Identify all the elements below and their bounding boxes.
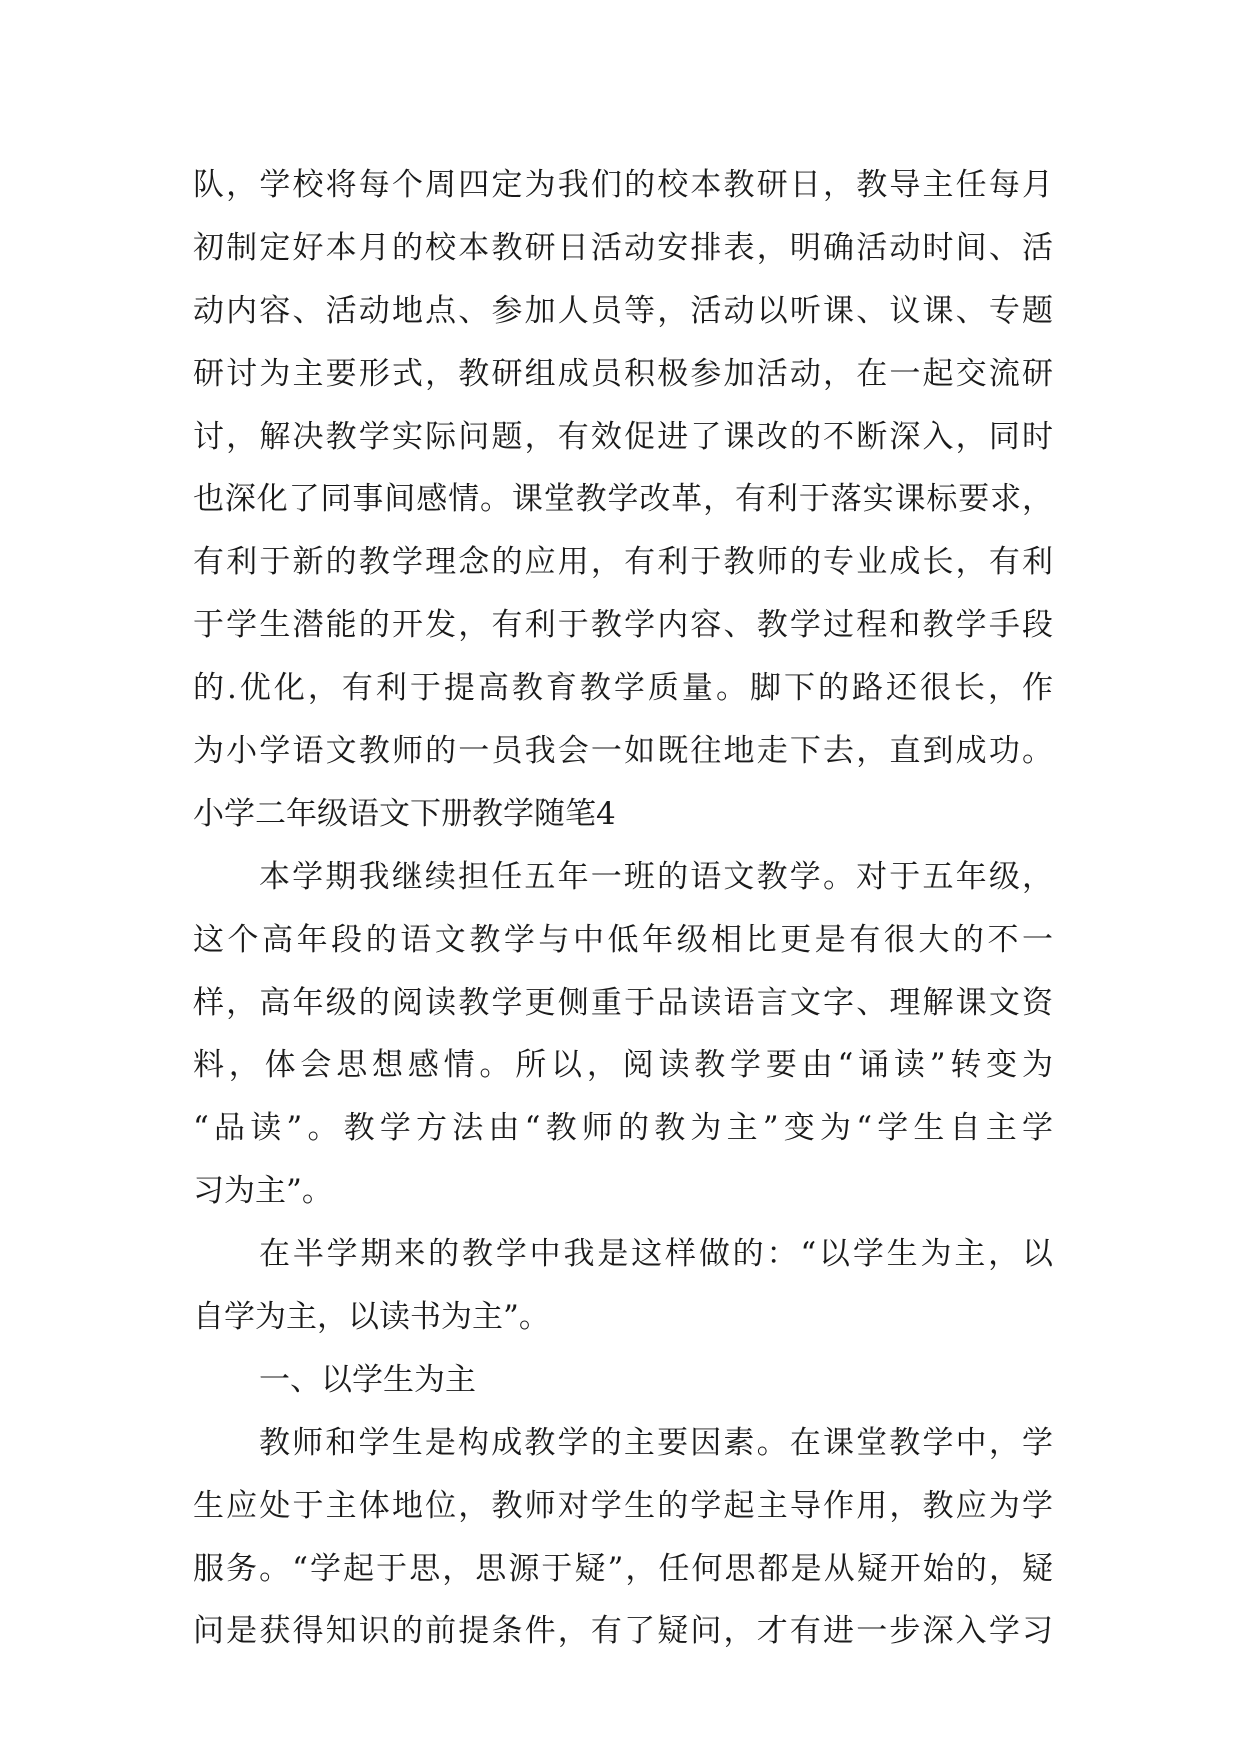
text-line: 队，学校将每个周四定为我们的校本教研日，教导主任每月 [193,167,1053,203]
text-line: 在半学期来的教学中我是这样做的：“以学生为主，以 [259,1236,1053,1273]
text-line: 自学为主，以读书为主”。 [193,1299,550,1336]
text-line: 也深化了同事间感情。课堂教学改革，有利于落实课标要求， [193,481,1053,518]
text-line: 料，体会思想感情。所以，阅读教学要由“诵读”转变为 [193,1047,1053,1084]
document-body [193,154,1053,1663]
text-line: 动内容、活动地点、参加人员等，活动以听课、议课、专题 [193,292,1053,329]
text-line: 的.优化，有利于提高教育教学质量。脚下的路还很长，作 [193,670,1053,707]
text-line: 一、以学生为主 [259,1361,476,1398]
text-line: 习为主”。 [193,1173,333,1210]
text-line: 小学二年级语文下册教学随笔4 [193,795,616,832]
text-line: 这个高年段的语文教学与中低年级相比更是有很大的不一 [193,921,1053,958]
text-line: 生应处于主体地位，教师对学生的学起主导作用，教应为学 [193,1487,1053,1524]
text-line: 研讨为主要形式，教研组成员积极参加活动，在一起交流研 [193,355,1053,392]
text-line: 样，高年级的阅读教学更侧重于品读语言文字、理解课文资 [193,984,1053,1021]
text-line: 问是获得知识的前提条件，有了疑问，才有进一步深入学习 [193,1613,1053,1650]
text-line: 有利于新的教学理念的应用，有利于教师的专业成长，有利 [193,544,1053,581]
text-line: 为小学语文教师的一员我会一如既往地走下去，直到成功。 [193,733,1053,770]
text-line: 初制定好本月的校本教研日活动安排表，明确活动时间、活 [193,229,1053,266]
text-line: 教师和学生是构成教学的主要因素。在课堂教学中，学 [259,1424,1053,1461]
text-line: 讨，解决教学实际问题，有效促进了课改的不断深入，同时 [193,418,1053,455]
text-line: 本学期我继续担任五年一班的语文教学。对于五年级， [259,858,1053,895]
text-line: “品读”。教学方法由“教师的教为主”变为“学生自主学 [193,1110,1053,1147]
text-line: 于学生潜能的开发，有利于教学内容、教学过程和教学手段 [193,607,1053,644]
text-line: 服务。“学起于思，思源于疑”，任何思都是从疑开始的，疑 [193,1550,1053,1587]
